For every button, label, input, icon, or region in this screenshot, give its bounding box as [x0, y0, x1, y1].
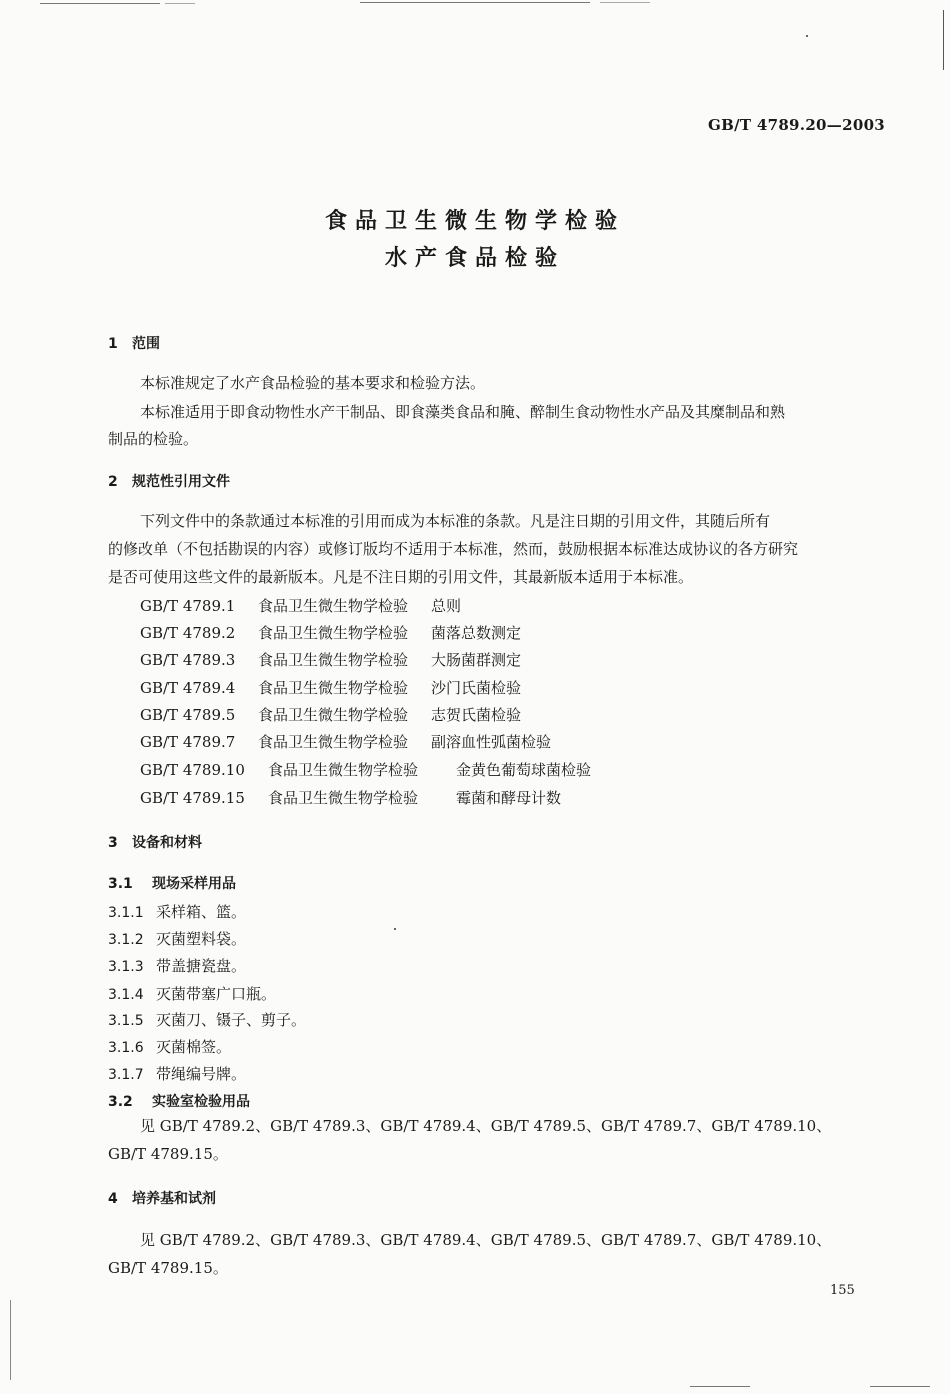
- reference-title: 食品卫生微生物学检验: [258, 651, 409, 669]
- reference-item: [140, 704, 521, 725]
- item-number: 3.1.7: [108, 1067, 144, 1083]
- section-title: 培养基和试剂: [132, 1191, 216, 1207]
- document-title-line1: 食品卫生微生物学检验: [324, 209, 625, 234]
- section-number: 3: [108, 835, 118, 851]
- list-item: [108, 901, 246, 922]
- reference-subject: 志贺氏菌检验: [431, 706, 522, 724]
- reference-title: 食品卫生微生物学检验: [258, 733, 409, 751]
- item-number: 3.1.3: [108, 959, 144, 975]
- right-edge-line: [943, 10, 944, 70]
- reference-code: GB/T 4789.2: [140, 624, 236, 642]
- subsection-number: 3.2: [108, 1094, 133, 1110]
- item-number: 3.1.1: [108, 905, 144, 921]
- reference-title: 食品卫生微生物学检验: [258, 679, 409, 697]
- item-number: 3.1.2: [108, 932, 144, 948]
- section-1-paragraph-2-line2: 制品的检验。: [108, 430, 199, 448]
- item-text: 带盖搪瓷盘。: [156, 957, 247, 975]
- section-number: 4: [108, 1191, 118, 1207]
- list-item: [108, 1036, 231, 1057]
- reference-subject: 金黄色葡萄球菌检验: [456, 761, 592, 779]
- section-2-heading: [108, 471, 230, 491]
- item-number: 3.1.5: [108, 1013, 144, 1029]
- reference-code: GB/T 4789.3: [140, 651, 236, 669]
- top-rule-left: [40, 3, 160, 4]
- reference-title: 食品卫生微生物学检验: [258, 624, 409, 642]
- reference-item: [140, 649, 521, 670]
- item-number: 3.1.4: [108, 987, 144, 1003]
- reference-subject: 沙门氏菌检验: [431, 679, 522, 697]
- section-title: 范围: [132, 336, 160, 352]
- list-item: [108, 1009, 306, 1030]
- document-title-line2: 水产食品检验: [384, 246, 565, 271]
- list-item: [108, 1063, 246, 1084]
- bottom-rule-right: [690, 1386, 750, 1387]
- section-4-paragraph-line1: 见 GB/T 4789.2、GB/T 4789.3、GB/T 4789.4、GB/T 4789.5、GB/T 4789.7、GB/T 4789.10、: [140, 1231, 832, 1249]
- list-item: [108, 983, 276, 1004]
- reference-code: GB/T 4789.15: [140, 789, 245, 807]
- reference-code: GB/T 4789.10: [140, 761, 245, 779]
- item-text: 灭菌棉签。: [156, 1038, 232, 1056]
- section-4-heading: [108, 1188, 216, 1208]
- section-1-heading: [108, 333, 160, 353]
- reference-item: [140, 595, 461, 616]
- subsection-title: 现场采样用品: [152, 876, 236, 892]
- left-edge-line: [10, 1300, 11, 1380]
- section-1-paragraph-1: 本标准规定了水产食品检验的基本要求和检验方法。: [140, 374, 486, 392]
- reference-subject: 菌落总数测定: [431, 624, 522, 642]
- reference-title: 食品卫生微生物学检验: [258, 706, 409, 724]
- scan-speck: [806, 35, 808, 37]
- item-text: 灭菌带塞广口瓶。: [156, 985, 277, 1003]
- section-title: 规范性引用文件: [132, 474, 230, 490]
- reference-item: [140, 731, 551, 752]
- reference-code: GB/T 4789.1: [140, 597, 236, 615]
- reference-code: GB/T 4789.5: [140, 706, 236, 724]
- list-item: [108, 928, 246, 949]
- reference-subject: 总则: [431, 597, 462, 615]
- reference-title: 食品卫生微生物学检验: [258, 597, 409, 615]
- section-number: 1: [108, 336, 118, 352]
- top-rule-left-dashed: [165, 3, 195, 4]
- list-item: [108, 955, 246, 976]
- item-text: 采样箱、篮。: [156, 903, 247, 921]
- reference-subject: 霉菌和酵母计数: [456, 789, 562, 807]
- subsection-3-1-heading: [108, 873, 236, 893]
- subsection-3-2-paragraph-line2: GB/T 4789.15。: [108, 1145, 228, 1163]
- section-2-paragraph-line3: 是否可使用这些文件的最新版本。凡是不注日期的引用文件，其最新版本适用于本标准。: [108, 568, 694, 586]
- item-number: 3.1.6: [108, 1040, 144, 1056]
- reference-item: [140, 677, 521, 698]
- bottom-rule-right2: [870, 1386, 930, 1387]
- page-number: 155: [830, 1283, 855, 1298]
- reference-subject: 大肠菌群测定: [431, 651, 522, 669]
- section-number: 2: [108, 474, 118, 490]
- reference-item: [140, 622, 521, 643]
- section-2-paragraph-line2: 的修改单（不包括勘误的内容）或修订版均不适用于本标准，然而，鼓励根据本标准达成协议的各方研究: [108, 540, 799, 558]
- item-text: 带绳编号牌。: [156, 1065, 247, 1083]
- section-1-paragraph-2-line1: 本标准适用于即食动物性水产干制品、即食藻类食品和腌、醉制生食动物性水产品及其糜制品和熟: [140, 403, 786, 421]
- reference-item: [140, 787, 561, 808]
- section-3-heading: [108, 832, 202, 852]
- top-rule-center: [360, 2, 590, 3]
- subsection-3-2-heading: [108, 1091, 250, 1111]
- reference-subject: 副溶血性弧菌检验: [431, 733, 552, 751]
- reference-title: 食品卫生微生物学检验: [268, 761, 419, 779]
- reference-item: [140, 759, 591, 780]
- scan-speck: [394, 928, 396, 930]
- reference-title: 食品卫生微生物学检验: [268, 789, 419, 807]
- subsection-number: 3.1: [108, 876, 133, 892]
- reference-code: GB/T 4789.4: [140, 679, 236, 697]
- item-text: 灭菌刀、镊子、剪子。: [156, 1011, 307, 1029]
- subsection-3-2-paragraph-line1: 见 GB/T 4789.2、GB/T 4789.3、GB/T 4789.4、GB/T 4789.5、GB/T 4789.7、GB/T 4789.10、: [140, 1117, 832, 1135]
- top-rule-center-dashed: [600, 2, 650, 3]
- standard-number: GB/T 4789.20—2003: [708, 116, 886, 134]
- section-title: 设备和材料: [132, 835, 202, 851]
- item-text: 灭菌塑料袋。: [156, 930, 247, 948]
- reference-code: GB/T 4789.7: [140, 733, 236, 751]
- section-4-paragraph-line2: GB/T 4789.15。: [108, 1259, 228, 1277]
- section-2-paragraph-line1: 下列文件中的条款通过本标准的引用而成为本标准的条款。凡是注日期的引用文件，其随后所有: [140, 512, 771, 530]
- subsection-title: 实验室检验用品: [152, 1094, 250, 1110]
